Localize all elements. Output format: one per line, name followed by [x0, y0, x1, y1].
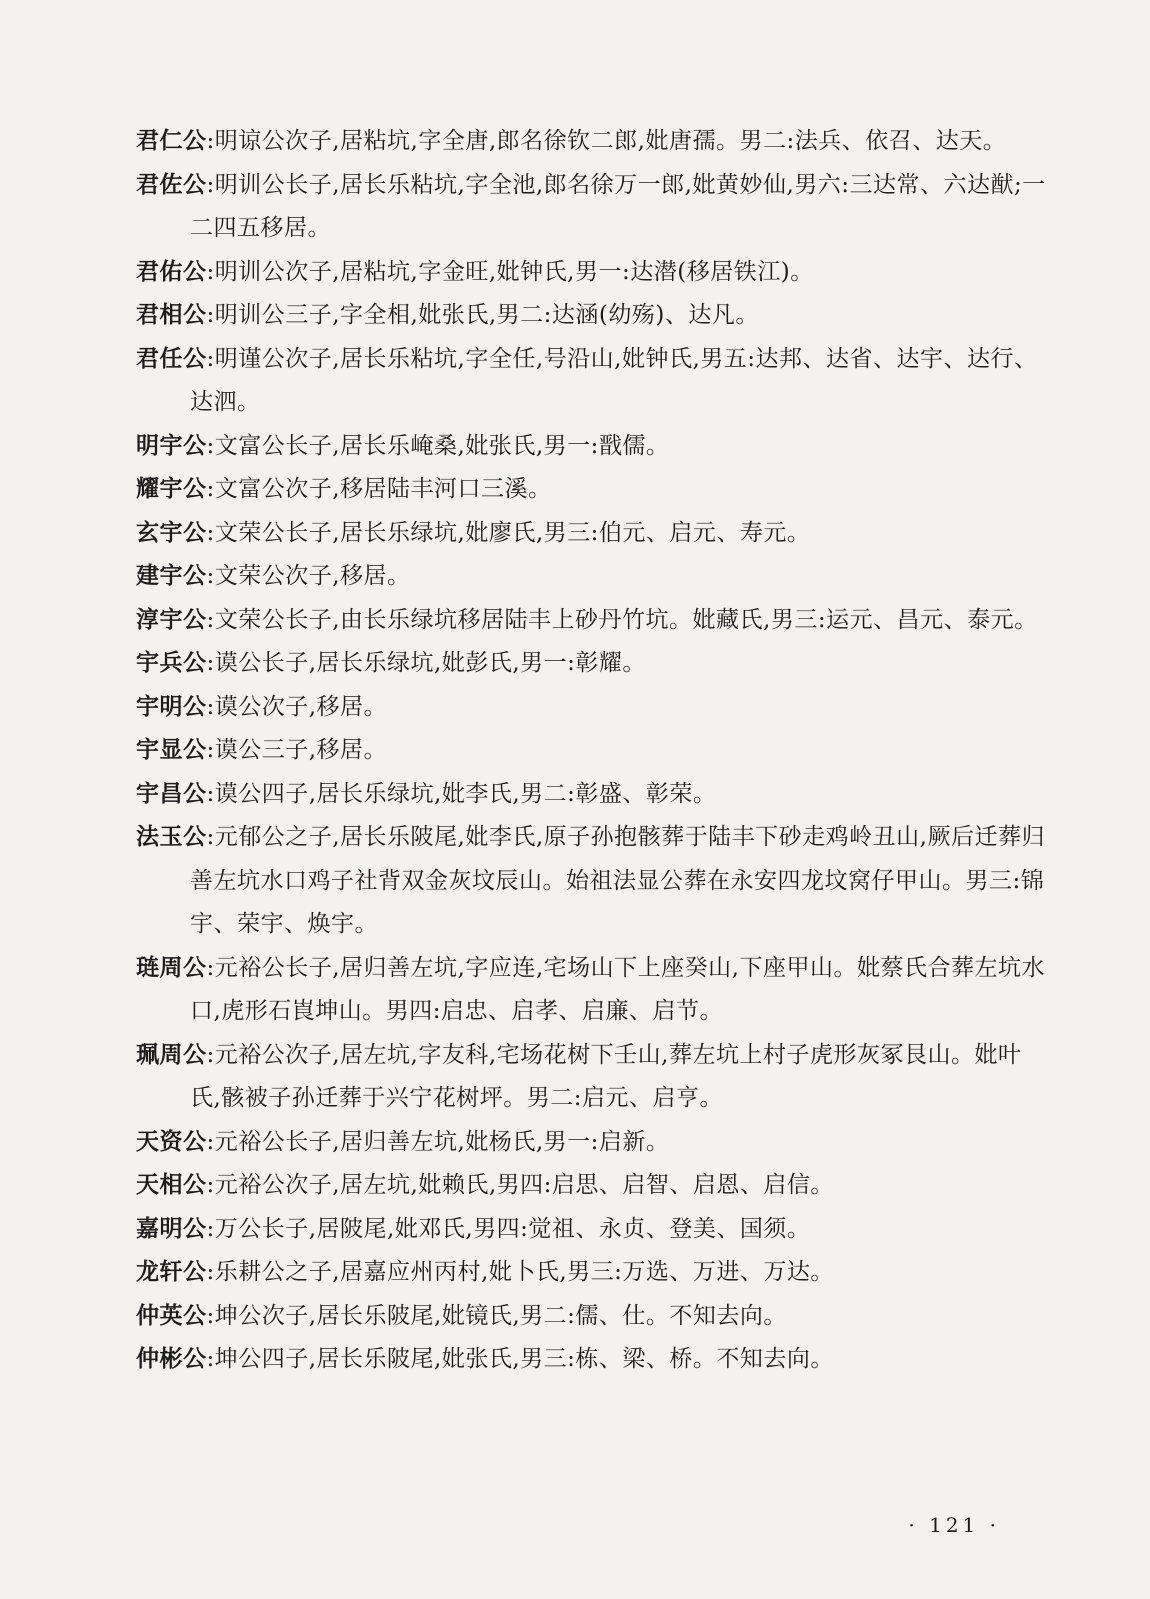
entry-name: 天资公	[136, 1128, 207, 1155]
genealogy-entry	[136, 947, 1048, 1034]
genealogy-entry	[136, 1034, 1048, 1121]
entry-name: 君佐公	[136, 171, 207, 198]
entry-text: :文荣公长子,由长乐绿坑移居陆丰上砂丹竹坑。妣藏氏,男三:运元、昌元、泰元。	[206, 606, 1038, 633]
entry-name: 君佑公	[136, 258, 207, 285]
genealogy-entry	[136, 120, 1048, 164]
genealogy-entry	[136, 1338, 1048, 1382]
genealogy-entry	[136, 729, 1048, 773]
genealogy-entry	[136, 425, 1048, 469]
genealogy-entry	[136, 468, 1048, 512]
entry-text: :谟公三子,移居。	[206, 737, 388, 763]
entry-text: :谟公四子,居长乐绿坑,妣李氏,男二:彰盛、彰荣。	[206, 780, 717, 807]
genealogy-entry	[136, 512, 1048, 556]
entry-text: :明谅公次子,居粘坑,字全唐,郎名徐钦二郎,妣唐孺。男二:法兵、依召、达天。	[206, 128, 1007, 154]
genealogy-entries	[136, 120, 1048, 1382]
entry-text: :文荣公长子,居长乐绿坑,妣廖氏,男三:伯元、启元、寿元。	[206, 519, 811, 546]
entry-text: :元裕公次子,居左坑,字友科,宅场花树下壬山,葬左坑上村子虎形灰冢艮山。妣叶氏,骸被子孙迁葬于兴宁花树坪。男二:启元、启亨。	[190, 1041, 1022, 1111]
entry-name: 君相公	[136, 302, 207, 328]
entry-name: 琏周公	[136, 954, 207, 981]
entry-name: 耀宇公	[136, 476, 207, 502]
entry-text: :坤公四子,居长乐陂尾,妣张氏,男三:栋、梁、桥。不知去向。	[206, 1346, 834, 1372]
entry-name: 玄宇公	[136, 519, 207, 546]
entry-text: :元裕公长子,居归善左坑,妣杨氏,男一:启新。	[206, 1128, 670, 1155]
entry-text: :文富公次子,移居陆丰河口三溪。	[206, 476, 552, 502]
entry-name: 法玉公	[136, 824, 207, 850]
genealogy-entry	[136, 164, 1048, 251]
entry-text: :明训公三子,字全相,妣张氏,男二:达涵(幼殇)、达凡。	[206, 302, 759, 328]
entry-text: :谟公长子,居长乐绿坑,妣彭氏,男一:彰耀。	[206, 650, 646, 676]
genealogy-entry	[136, 599, 1048, 643]
genealogy-entry	[136, 1164, 1048, 1208]
genealogy-entry	[136, 686, 1048, 730]
entry-name: 宇兵公	[136, 650, 207, 676]
genealogy-entry	[136, 642, 1048, 686]
genealogy-entry	[136, 773, 1048, 817]
genealogy-entry	[136, 816, 1048, 947]
genealogy-entry	[136, 1251, 1048, 1295]
entry-text: :明训公长子,居长乐粘坑,字全池,郎名徐万一郎,妣黄妙仙,男六:三达常、六达猷;一二四五移居。	[190, 171, 1046, 241]
genealogy-entry	[136, 251, 1048, 295]
entry-name: 宇显公	[136, 737, 207, 763]
entry-name: 君任公	[136, 345, 207, 372]
genealogy-entry	[136, 338, 1048, 425]
entry-text: :坤公次子,居长乐陂尾,妣镜氏,男二:儒、仕。不知去向。	[206, 1302, 787, 1329]
entry-name: 龙轩公	[136, 1259, 207, 1285]
genealogy-entry	[136, 1121, 1048, 1165]
entry-name: 嘉明公	[136, 1215, 207, 1242]
genealogy-entry	[136, 1295, 1048, 1339]
entry-text: :明谨公次子,居长乐粘坑,字全任,号沿山,妣钟氏,男五:达邦、达省、达宇、达行、达泗。	[190, 345, 1038, 415]
entry-name: 宇明公	[136, 693, 207, 720]
entry-text: :乐耕公之子,居嘉应州丙村,妣卜氏,男三:万选、万进、万达。	[206, 1259, 834, 1285]
entry-text: :谟公次子,移居。	[206, 693, 388, 720]
entry-name: 仲彬公	[136, 1346, 207, 1372]
entry-name: 建宇公	[136, 563, 207, 589]
entry-name: 明宇公	[136, 432, 207, 459]
page-number: · 121 ·	[908, 1513, 1000, 1537]
entry-text: :万公长子,居陂尾,妣邓氏,男四:觉祖、永贞、登美、国须。	[206, 1215, 811, 1242]
entry-text: :文荣公次子,移居。	[206, 563, 411, 589]
entry-text: :元裕公次子,居左坑,妣赖氏,男四:启思、启智、启恩、启信。	[206, 1172, 834, 1198]
entry-name: 天相公	[136, 1172, 207, 1198]
entry-name: 淳宇公	[136, 606, 207, 633]
entry-text: :文富公长子,居长乐崦桑,妣张氏,男一:戬儒。	[206, 432, 670, 459]
entry-text: :元裕公长子,居归善左坑,字应连,宅场山下上座癸山,下座甲山。妣蔡氏合葬左坑水口,虎形石崀坤山。男四:启忠、启孝、启廉、启节。	[190, 954, 1045, 1024]
entry-name: 珮周公	[136, 1041, 207, 1068]
genealogy-entry	[136, 555, 1048, 599]
entry-text: :元郁公之子,居长乐陂尾,妣李氏,原子孙抱骸葬于陆丰下砂走鸡岭丑山,厥后迁葬归善左坑水口鸡子社背双金灰坟辰山。始祖法显公葬在永安四龙坟窝仔甲山。男三:锦宇、荣宇、焕宇。	[190, 824, 1045, 937]
entry-text: :明训公次子,居粘坑,字金旺,妣钟氏,男一:达潜(移居铁江)。	[206, 258, 814, 285]
entry-name: 宇昌公	[136, 780, 207, 807]
genealogy-entry	[136, 294, 1048, 338]
genealogy-entry	[136, 1208, 1048, 1252]
entry-name: 君仁公	[136, 128, 207, 154]
entry-name: 仲英公	[136, 1302, 207, 1329]
